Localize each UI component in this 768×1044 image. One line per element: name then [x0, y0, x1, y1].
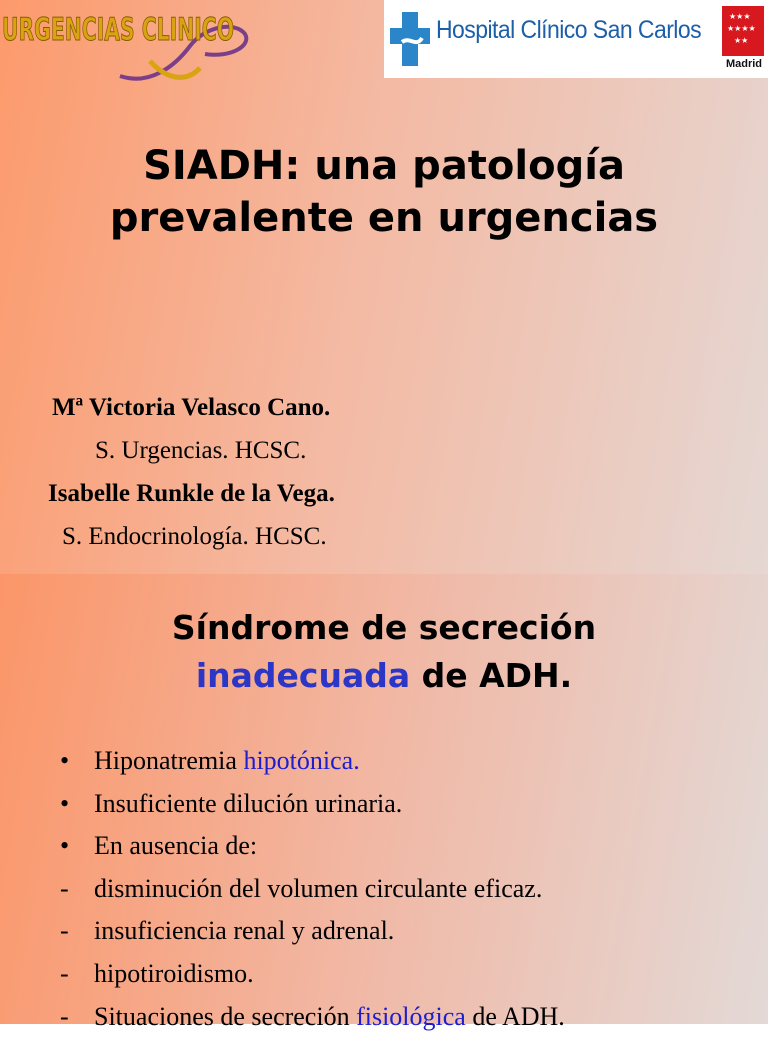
dash-marker: - — [60, 916, 69, 946]
madrid-emblem — [722, 6, 766, 72]
title-highlight: inadecuada — [195, 656, 411, 695]
list-item-highlight: fisiológica — [356, 1001, 466, 1031]
list-item-highlight: hipotónica. — [243, 746, 360, 775]
madrid-label: Madrid — [725, 58, 763, 70]
hospital-logo — [384, 0, 768, 78]
dash-marker: - — [60, 958, 69, 988]
hospital-cross-icon — [388, 10, 432, 68]
author-name: Mª Victoria Velasco Cano. — [52, 394, 331, 421]
slide-2-title-line-1: Síndrome de secreción — [171, 608, 597, 647]
definition-slide — [0, 574, 768, 1031]
author-affiliation: S. Endocrinología. HCSC. — [62, 523, 327, 550]
slide-2-title-line-2 — [0, 652, 768, 700]
bullet-marker: • — [60, 831, 70, 861]
list-item-text: insuficiencia renal y adrenal. — [94, 916, 395, 946]
dash-marker: - — [60, 1001, 69, 1031]
dash-marker: - — [60, 873, 69, 903]
author-affiliation: S. Urgencias. HCSC. — [95, 437, 307, 464]
slide-title-line-1: SIADH: una patología — [143, 143, 625, 189]
list-item-text: hipotiroidismo. — [94, 958, 254, 988]
list-item-text: En ausencia de: — [94, 831, 258, 861]
bullet-marker: • — [60, 788, 70, 818]
author-name: Isabelle Runkle de la Vega. — [48, 480, 335, 507]
slide-title — [0, 140, 768, 244]
urgencias-clinico-logo — [0, 6, 260, 90]
title-rest: de ADH. — [410, 656, 573, 695]
urgencias-logo-text: URGENCIAS CLINICO — [2, 12, 234, 48]
slide-title-line-2: prevalente en urgencias — [109, 195, 659, 241]
madrid-flag-icon: ★★★ ★★★★ ★★ — [722, 6, 764, 56]
bullet-marker: • — [60, 746, 70, 775]
hospital-name: Hospital Clínico San Carlos — [436, 16, 702, 44]
list-item-text: Hiponatremia — [94, 746, 244, 775]
list-item-text: Situaciones de secreción — [94, 1001, 357, 1031]
slide-2-title — [0, 604, 768, 700]
list-item-text: Insuficiente dilución urinaria. — [94, 788, 403, 818]
list-item-text: disminución del volumen circulante eficaz. — [94, 873, 543, 903]
list-item-text-after: de ADH. — [465, 1001, 565, 1031]
